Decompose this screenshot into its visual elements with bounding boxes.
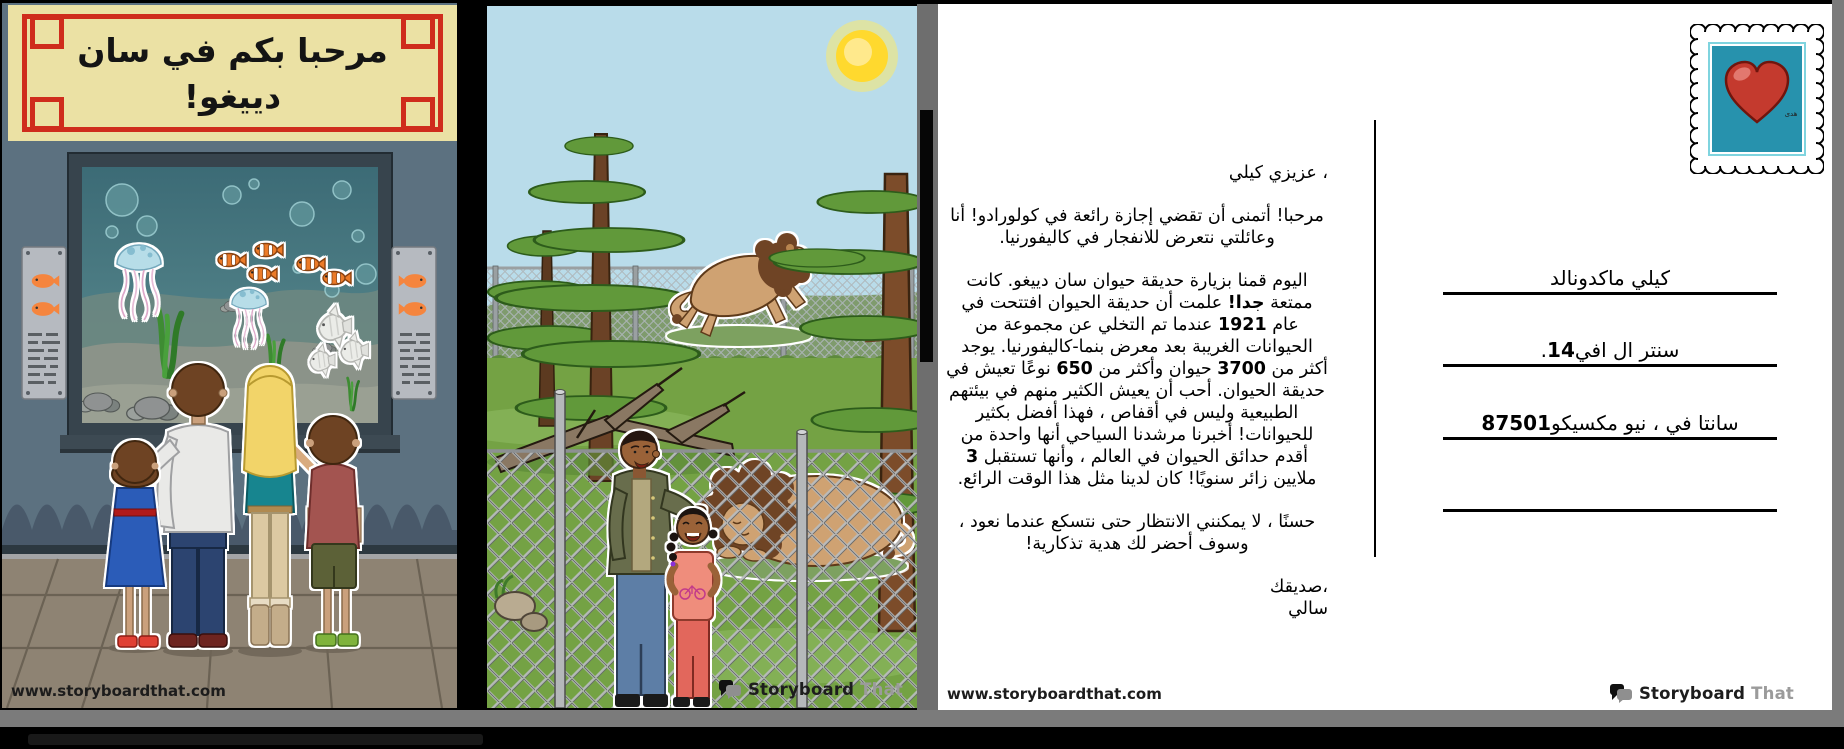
letter-paragraph-3: حسنًا ، لا يمكنني الانتظار حتى نتسكع عندما نعود ، وسوف أحضر لك هدية تذكارية! (958, 512, 1316, 554)
address-line-1: كيلي ماكدونالد (1443, 259, 1777, 295)
address-line-3: سانتا في ، نيو مكسيكو 87501 (1443, 404, 1777, 440)
storyboardthat-logo (718, 679, 903, 699)
window-chrome-bottom (0, 710, 1844, 727)
scrollbar-thumb[interactable] (920, 110, 933, 362)
letter-paragraph-2: اليوم قمنا بزيارة حديقة حيوان سان دييغو. كانت ممتعة جدا! علمت أن حديقة الحيوان افتتحت في عام 1921 عندما تم التخلي عن مجموعة من الحيوانات الغريبة بعد معرض بنما-كاليفورنيا. يوجد أكثر من 3700 حيوان وأكثر من 650 نوعًا تعيش في حديقة الحيوان. أحب أن يعيش الكثير منهم في بيئتهم الطبيعية وليس في أقفاص ، فهذا أفضل بكثير للحيوانات! أخبرنا مرشدنا السياحي أنها واحدة من أقدم حدائق الحيوان في العالم ، وأنها تستقبل 3 ملايين زائر سنويًا! كان لدينا مثل هذا الوقت الرائع. (946, 271, 1328, 489)
scrollbar-track[interactable] (917, 4, 938, 710)
address-line-2: سنتر ال افي 14 . (1443, 331, 1777, 367)
info-plaque-right (392, 247, 436, 399)
aquarium-window (60, 153, 400, 453)
aquarium-scene (2, 140, 457, 708)
address-line-4 (1443, 476, 1777, 512)
speech-bubbles-icon (718, 679, 742, 699)
zoo-scene (487, 6, 917, 708)
postcard-divider-line (1374, 120, 1376, 557)
letter-signature: سالي (1288, 599, 1328, 619)
speech-bubbles-icon (1609, 683, 1633, 703)
cell-title: مرحبا بكم في سان دييغو! (77, 31, 388, 116)
storyboard-cell-aquarium[interactable] (2, 3, 457, 708)
storyboard-cell-postcard[interactable] (938, 4, 1832, 710)
logo-text-storyboard: Storyboard (747, 679, 855, 699)
letter-greeting: ، عزيزي كيلي (1228, 163, 1328, 183)
postcard-message (946, 162, 1328, 620)
window-chrome-right (1832, 0, 1844, 727)
bottom-dark-bar (28, 734, 483, 745)
sun-icon (826, 20, 898, 92)
logo-text-storyboard: Storyboard (1638, 683, 1746, 703)
letter-paragraph-1: مرحبا! أتمنى أن تقضي إجازة رائعة في كولورادو! أنا وعائلتي نتعرض للانفجار في كاليفورنيا. (950, 206, 1324, 248)
logo-text-that: That (860, 679, 903, 699)
postage-stamp (1690, 24, 1824, 174)
watermark-url: www.storyboardthat.com (11, 682, 226, 700)
letter-closing: ،صديقك (1269, 577, 1328, 597)
storyboard-cell-zoo[interactable] (487, 6, 917, 708)
title-banner (8, 5, 457, 141)
info-plaque-left (22, 247, 66, 399)
logo-text-that: That (1751, 683, 1794, 703)
watermark-url: www.storyboardthat.com (947, 685, 1162, 703)
stamp-label: هدى (1784, 110, 1798, 118)
storyboardthat-logo (1609, 683, 1794, 703)
